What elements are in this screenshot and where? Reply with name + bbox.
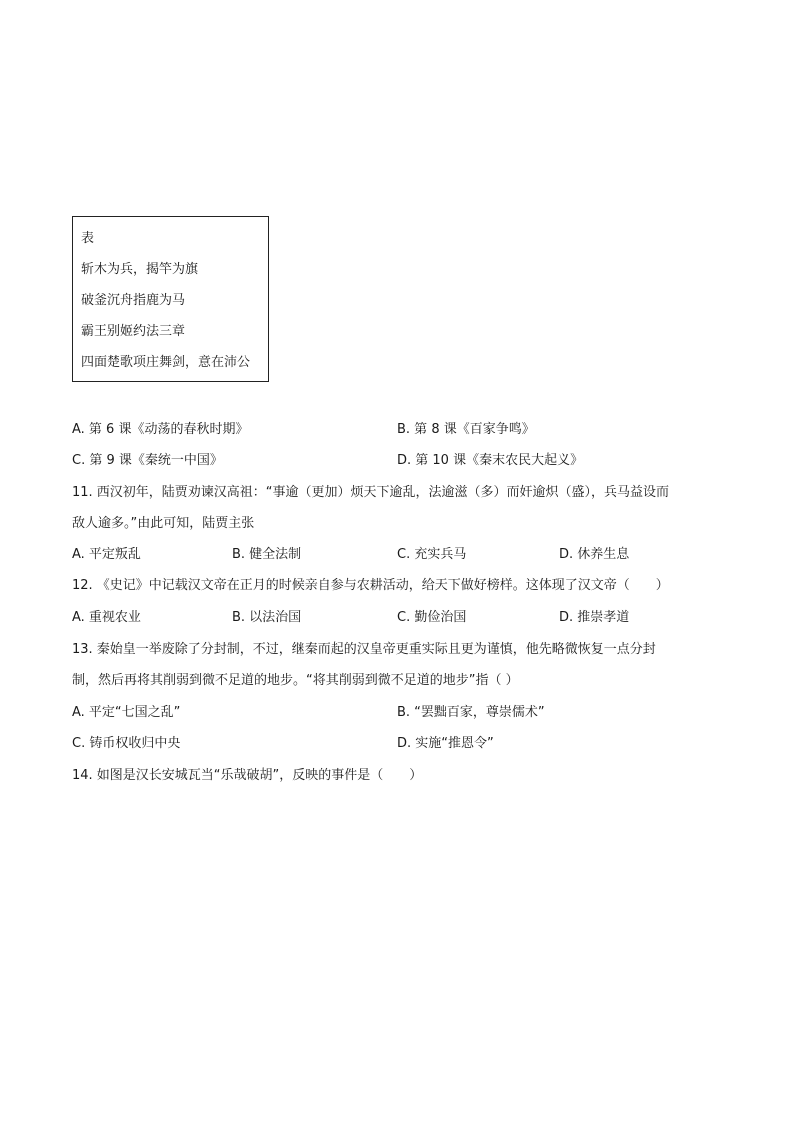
q14-stem: 14. 如图是汉长安城瓦当“乐哉破胡”，反映的事件是（ ） bbox=[72, 768, 423, 783]
table-row-2: 破釜沉舟指鹿为马 bbox=[81, 293, 186, 308]
q12-option-c: C. 勤俭治国 bbox=[397, 610, 467, 625]
table-row-1: 斩木为兵，揭竿为旗 bbox=[81, 262, 199, 277]
lesson-table bbox=[72, 216, 269, 382]
table-row-3: 霸王别姬约法三章 bbox=[81, 324, 186, 339]
q11-option-a: A. 平定叛乱 bbox=[72, 547, 141, 562]
q10-option-b: B. 第 8 课《百家争鸣》 bbox=[397, 422, 535, 437]
q11-option-b: B. 健全法制 bbox=[232, 547, 302, 562]
table-title: 表 bbox=[81, 231, 95, 246]
q11-option-c: C. 充实兵马 bbox=[397, 547, 467, 562]
q13-option-a: A. 平定“七国之乱” bbox=[72, 705, 181, 720]
q13-option-b: B. “罢黜百家，尊崇儒术” bbox=[397, 705, 545, 720]
q13-option-c: C. 铸币权收归中央 bbox=[72, 736, 181, 751]
q13-stem-line2: 制，然后再将其削弱到微不足道的地步。“将其削弱到微不足道的地步”指（ ） bbox=[72, 673, 519, 688]
q10-option-a: A. 第 6 课《动荡的春秋时期》 bbox=[72, 422, 249, 437]
q13-stem-line1: 13. 秦始皇一举废除了分封制，不过，继秦而起的汉皇帝更重实际且更为谨慎，他先略微恢复一点分封 bbox=[72, 642, 656, 657]
q11-stem-line1: 11. 西汉初年，陆贾劝谏汉高祖：“事逾（更加）烦天下逾乱，法逾滋（多）而奸逾炽（盛），兵马益设而 bbox=[72, 485, 670, 500]
table-row-4: 四面楚歌项庄舞剑，意在沛公 bbox=[81, 355, 251, 370]
q11-option-d: D. 休养生息 bbox=[559, 547, 630, 562]
q12-option-d: D. 推崇孝道 bbox=[559, 610, 630, 625]
q11-stem-line2: 敌人逾多。”由此可知，陆贾主张 bbox=[72, 516, 255, 531]
q13-option-d: D. 实施“推恩令” bbox=[397, 736, 494, 751]
q10-option-d: D. 第 10 课《秦末农民大起义》 bbox=[397, 453, 584, 468]
q10-option-c: C. 第 9 课《秦统一中国》 bbox=[72, 453, 223, 468]
q12-option-b: B. 以法治国 bbox=[232, 610, 302, 625]
q12-option-a: A. 重视农业 bbox=[72, 610, 141, 625]
q12-stem: 12. 《史记》中记载汉文帝在正月的时候亲自参与农耕活动，给天下做好榜样。这体现了汉文帝（ ） bbox=[72, 578, 669, 593]
